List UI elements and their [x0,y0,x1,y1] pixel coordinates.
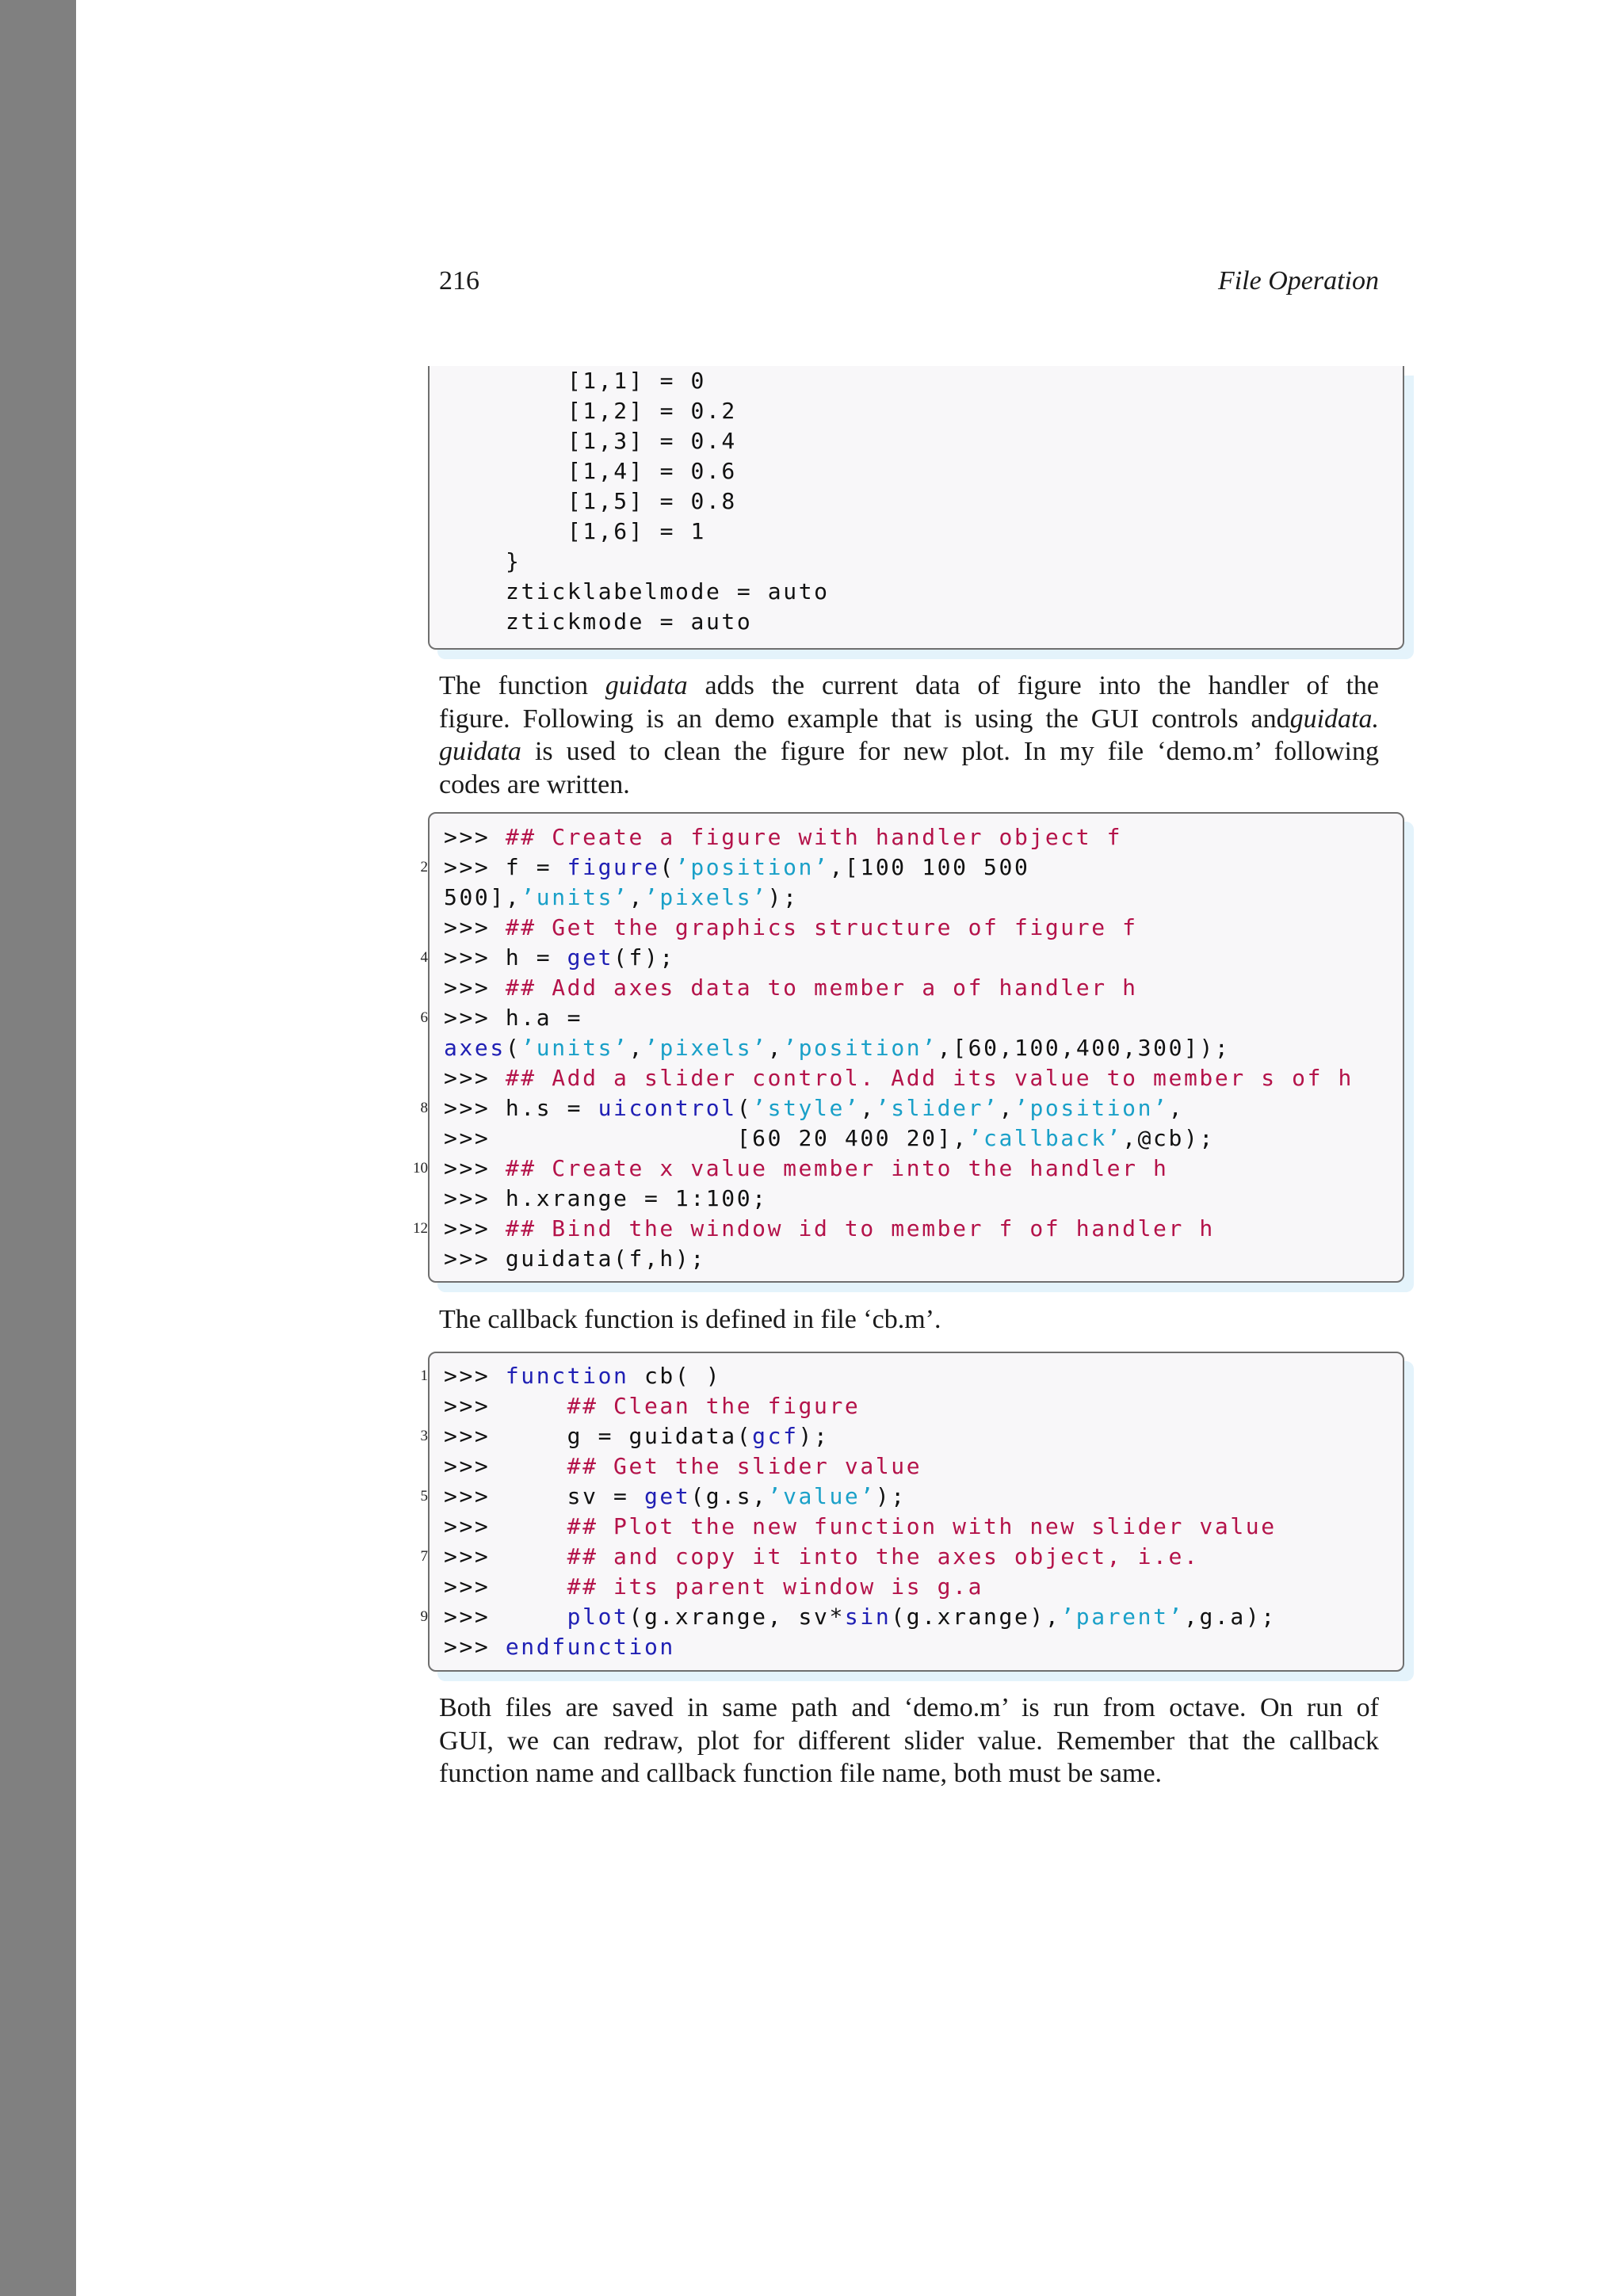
text-line: function name and callback function file name, both must be same. [439,1759,1163,1788]
code-text: , [1168,1095,1185,1121]
emphasis: guidata. [1289,704,1379,734]
page-header [439,261,1379,303]
code-text: >>> [60 20 400 20], [444,1125,968,1151]
code-text: ( [736,1095,753,1121]
text-run: is used to clean the figure for new plot. In my file ‘demo.m’ following [521,737,1379,766]
code-comment: ## Add a slider control. Add its value to member s of h [505,1065,1354,1091]
code-text: ); [798,1423,830,1449]
code-line [444,1214,1215,1244]
code-text: ( [659,854,675,880]
code-line: [1,5] = 0.8 [506,488,737,514]
code-line [444,973,1138,1003]
code-line [444,913,1138,943]
text-line [439,669,1379,703]
body-paragraph [439,1691,1379,1791]
code-line: [1,4] = 0.6 [506,458,737,484]
code-line [444,1482,907,1512]
code-comment: ## Clean the figure [567,1393,861,1419]
code-text: >>> g = guidata( [444,1423,753,1449]
line-number: 6 [420,1009,428,1026]
code-line: [1,1] = 0 [506,368,706,394]
code-text: >>> [444,914,506,940]
code-text: >>> sv = [444,1483,644,1509]
code-string: ’parent’ [1060,1604,1185,1630]
line-number: 9 [420,1608,428,1625]
line-number: 12 [413,1220,428,1237]
text-line: Both files are saved in same path and ‘demo.m’ is run from octave. On run of [439,1693,1379,1722]
code-text: (g.xrange), [891,1604,1061,1630]
code-text: >>> [444,1155,506,1181]
code-line [444,822,1122,852]
code-comment: ## and copy it into the axes object, i.e. [567,1543,1200,1569]
text-run: figure. Following is an demo example that is using the GUI controls and [439,704,1290,734]
code-text: >>> [444,1604,567,1630]
code-line [444,1451,922,1482]
code-line [444,1184,768,1214]
code-text: >>> [444,824,506,850]
code-keyword: uicontrol [598,1095,737,1121]
code-text: ,[60,100,400,300]); [937,1035,1231,1061]
code-text: >>> guidata(f,h); [444,1245,706,1272]
text-line: GUI, we can redraw, plot for different slider value. Remember that the callback [439,1726,1379,1756]
code-text: 500], [444,884,521,910]
code-text: >>> [444,1393,567,1419]
code-line [444,1542,1199,1572]
code-string: ’value’ [767,1483,876,1509]
code-text: ,g.a); [1184,1604,1277,1630]
code-keyword: gcf [752,1423,799,1449]
code-line [444,1123,1215,1154]
code-text: >>> [444,1215,506,1241]
body-paragraph [439,669,1379,801]
code-keyword: get [567,944,614,971]
code-line [444,883,799,913]
code-line [444,1421,829,1451]
code-comment: ## Bind the window id to member f of handler h [505,1215,1215,1241]
code-string: ’slider’ [875,1095,999,1121]
code-text: >>> h.xrange = 1:100; [444,1185,768,1211]
code-line [444,1063,1354,1093]
text-line: codes are written. [439,769,630,799]
text-line [439,735,1379,769]
code-string: ’position’ [674,854,830,880]
code-text: >>> [444,974,506,1001]
code-line: ztickmode = auto [506,608,753,635]
code-keyword: get [643,1483,691,1509]
code-line: [1,3] = 0.4 [506,428,737,454]
line-number: 10 [413,1160,428,1177]
code-line: } [506,548,521,574]
code-text: ( [505,1035,521,1061]
code-line [444,1391,860,1421]
code-line [444,1093,1184,1123]
text-run: adds the current data of figure into the handler of the [687,671,1379,700]
code-string: ’units’ [521,1035,629,1061]
line-number: 5 [420,1488,428,1505]
code-text: (g.s, [690,1483,768,1509]
code-text: >>> [444,1573,567,1600]
code-keyword: sin [844,1604,892,1630]
code-string: ’pixels’ [643,1035,768,1061]
code-comment: ## its parent window is g.a [567,1573,984,1600]
code-string: ’units’ [521,884,629,910]
code-comment: ## Plot the new function with new slider value [567,1513,1277,1539]
code-text: , [767,1035,784,1061]
code-line [444,1602,1277,1632]
code-line [444,943,675,973]
code-text: (g.xrange, sv* [628,1604,845,1630]
code-comment: ## Create a figure with handler object f [505,824,1123,850]
code-line [444,1572,983,1602]
code-text: >>> [444,1065,506,1091]
text-run: The function [439,671,605,700]
code-text: >>> f = [444,854,567,880]
code-keyword: endfunction [505,1634,675,1660]
code-line [444,1512,1277,1542]
code-text: (f); [613,944,675,971]
code-line: [1,6] = 1 [506,518,706,544]
code-keyword: function [505,1363,629,1389]
code-string: ’style’ [752,1095,861,1121]
code-string: ’callback’ [968,1125,1123,1151]
code-string: ’pixels’ [643,884,768,910]
code-line [444,1244,706,1274]
code-text: ); [875,1483,907,1509]
code-keyword: plot [567,1604,629,1630]
code-line [444,852,1029,883]
line-number: 1 [420,1367,428,1384]
code-text: >>> h = [444,944,567,971]
line-number: 4 [420,949,428,966]
line-number: 2 [420,859,428,875]
code-string: ’position’ [1014,1095,1169,1121]
code-text: , [860,1095,876,1121]
page-gutter-bar [0,0,76,2296]
code-text: , [628,884,644,910]
emphasis: guidata [439,737,521,766]
line-number: 8 [420,1100,428,1116]
code-line [444,1033,1230,1063]
code-line [444,1361,721,1391]
code-line: zticklabelmode = auto [506,578,830,605]
code-text: >>> h.s = [444,1095,598,1121]
code-text: ); [767,884,799,910]
page-number: 216 [439,266,479,296]
emphasis: guidata [605,671,688,700]
body-paragraph: The callback function is defined in file ‘cb.m’. [439,1305,941,1334]
code-comment: ## Get the graphics structure of figure f [505,914,1138,940]
line-number: 7 [420,1548,428,1565]
code-comment: ## Create x value member into the handler h [505,1155,1169,1181]
code-text: >>> [444,1363,506,1389]
code-text: >>> [444,1453,567,1479]
code-text: >>> [444,1543,567,1569]
code-text: >>> h.a = [444,1005,583,1031]
text-line [439,703,1379,736]
code-text: ,@cb); [1122,1125,1215,1151]
line-number: 3 [420,1428,428,1444]
code-text: , [999,1095,1014,1121]
code-string: ’position’ [783,1035,938,1061]
code-comment: ## Get the slider value [567,1453,922,1479]
code-text: ,[100 100 500 [829,854,1030,880]
code-text: >>> [444,1634,506,1660]
code-line: [1,2] = 0.2 [506,398,737,424]
code-keyword: figure [567,854,660,880]
code-line [444,1003,582,1033]
code-line [444,1632,675,1662]
code-text: , [628,1035,644,1061]
code-keyword: axes [444,1035,506,1061]
code-text: cb( ) [628,1363,722,1389]
code-line [444,1154,1169,1184]
code-comment: ## Add axes data to member a of handler h [505,974,1138,1001]
code-text: >>> [444,1513,567,1539]
running-head: File Operation [1217,266,1379,296]
